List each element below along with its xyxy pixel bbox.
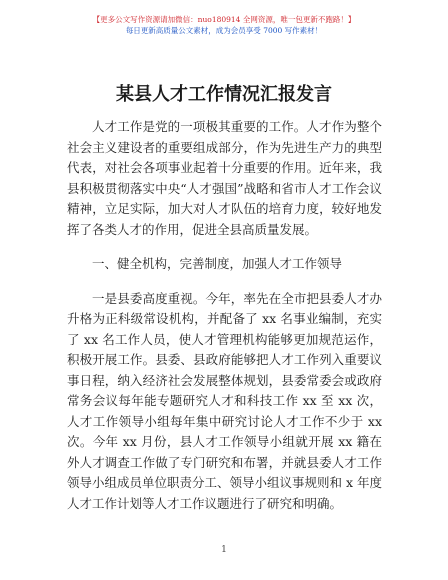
promo-banner-line-2: 每日更新高质量公文素材，成为会员享受 7000 写作素材！: [125, 26, 323, 35]
promo-banner: [0, 14, 448, 36]
document-title: 某县人才工作情况汇报发言: [116, 84, 332, 105]
section-heading: 一、健全机构，完善制度，加强人才工作领导: [92, 256, 343, 271]
intro-paragraph: 人才工作是党的一项极其重要的工作。人才作为整个社会主义建设者的重要组成部分，作为先进生产力的典型代表，对社会各项事业起着十分重要的作用。近年来，我县积极贯彻落实中央“人才强国”战略和省市人才工作会议精神，立足实际，加大对人才队伍的培育力度，较好地发挥了各类人才的作用，促进全县高质量发展。: [67, 119, 382, 237]
body-paragraph: 一是县委高度重视。今年，率先在全市把县委人才办升格为正科级常设机构，并配备了 xx 名事业编制，充实了 xx 名工作人员，使人才管理机构能够更加规范运作，积极开展工作。县委、县政府能够把人才工作列入重要议事日程，纳入经济社会发展整体规划，县委常委会或政府常务会议每年能专题研究人才和科技工作 xx 至 xx 次，人才工作领导小组每年集中研究讨论人才工作不少于 xx 次。今年 xx 月份，县人才工作领导小组就开展 xx 籍在外人才调查工作做了专门研究和布署，并就县委人才工作领导小组成员单位职责分工、领导小组议事规则和 x 年度人才工作计划等人才工作议题进行了研究和明确。: [67, 290, 382, 511]
page-number: 1: [221, 545, 227, 555]
promo-banner-line-1: 【更多公文写作资源请加微信：nuo180914 全网资源，唯一包更新不跑路！】: [92, 15, 356, 24]
document-body: [67, 117, 382, 514]
